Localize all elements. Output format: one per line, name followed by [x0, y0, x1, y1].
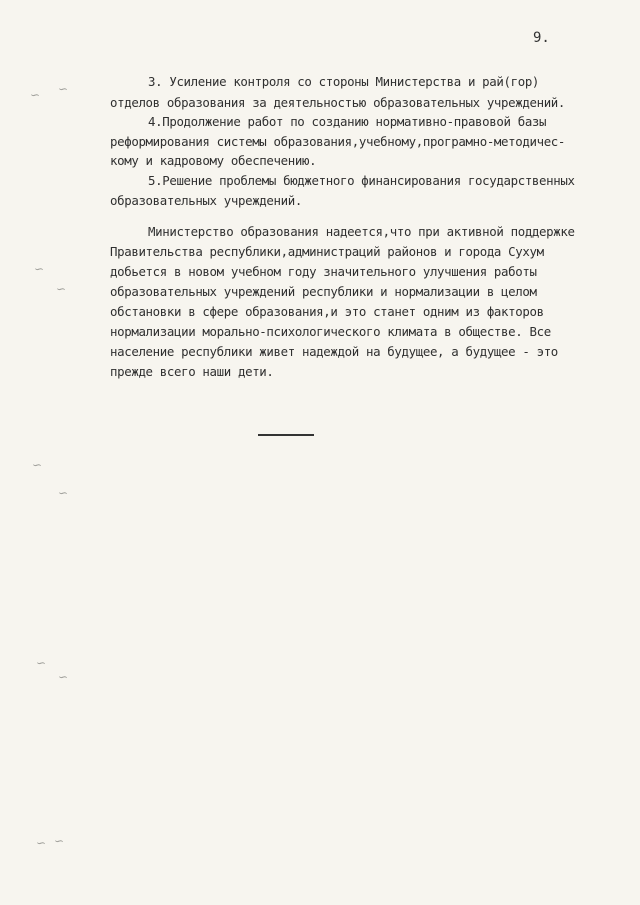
paragraph-line: нормализации морально-психологического климата в обществе. Все [110, 324, 551, 339]
list-item-4-line-3: кому и кадровому обеспечению. [110, 153, 317, 168]
list-item-4-line-1: 4.Продолжение работ по созданию нормативно-правовой базы [148, 114, 547, 129]
list-item-3-line-1: 3. Усиление контроля со стороны Министерства и рай(гор) [148, 74, 540, 89]
binding-mark-icon: ∽ [58, 670, 69, 684]
list-item-3-line-2: отделов образования за деятельностью образовательных учреждений. [110, 95, 566, 110]
list-item-5-line-1: 5.Решение проблемы бюджетного финансирования государственных [148, 173, 575, 188]
binding-mark-icon: ∽ [30, 88, 41, 102]
binding-mark-icon: ∽ [58, 486, 69, 500]
binding-mark-icon: ∽ [58, 82, 69, 96]
list-item-4-line-2: реформирования системы образования,учебному,програмно-методичес- [110, 134, 566, 149]
paragraph-line: добьется в новом учебном году значительного улучшения работы [110, 264, 537, 279]
binding-mark-icon: ∽ [54, 834, 65, 848]
end-divider [258, 434, 314, 436]
paragraph-line: обстановки в сфере образования,и это станет одним из факторов [110, 304, 544, 319]
binding-mark-icon: ∽ [36, 836, 47, 850]
paragraph-line: Правительства республики,администраций районов и города Сухум [110, 244, 544, 259]
list-item-5-line-2: образовательных учреждений. [110, 193, 302, 208]
binding-mark-icon: ∽ [36, 656, 47, 670]
page-number: 9. [533, 30, 550, 46]
binding-mark-icon: ∽ [56, 282, 67, 296]
paragraph-line: прежде всего наши дети. [110, 364, 274, 379]
binding-mark-icon: ∽ [34, 262, 45, 276]
paragraph-line: Министерство образования надеется,что при активной поддержке [148, 224, 575, 239]
paragraph-line: образовательных учреждений республики и нормализации в целом [110, 284, 537, 299]
binding-mark-icon: ∽ [32, 458, 43, 472]
paragraph-line: население республики живет надеждой на будущее, а будущее - это [110, 344, 558, 359]
